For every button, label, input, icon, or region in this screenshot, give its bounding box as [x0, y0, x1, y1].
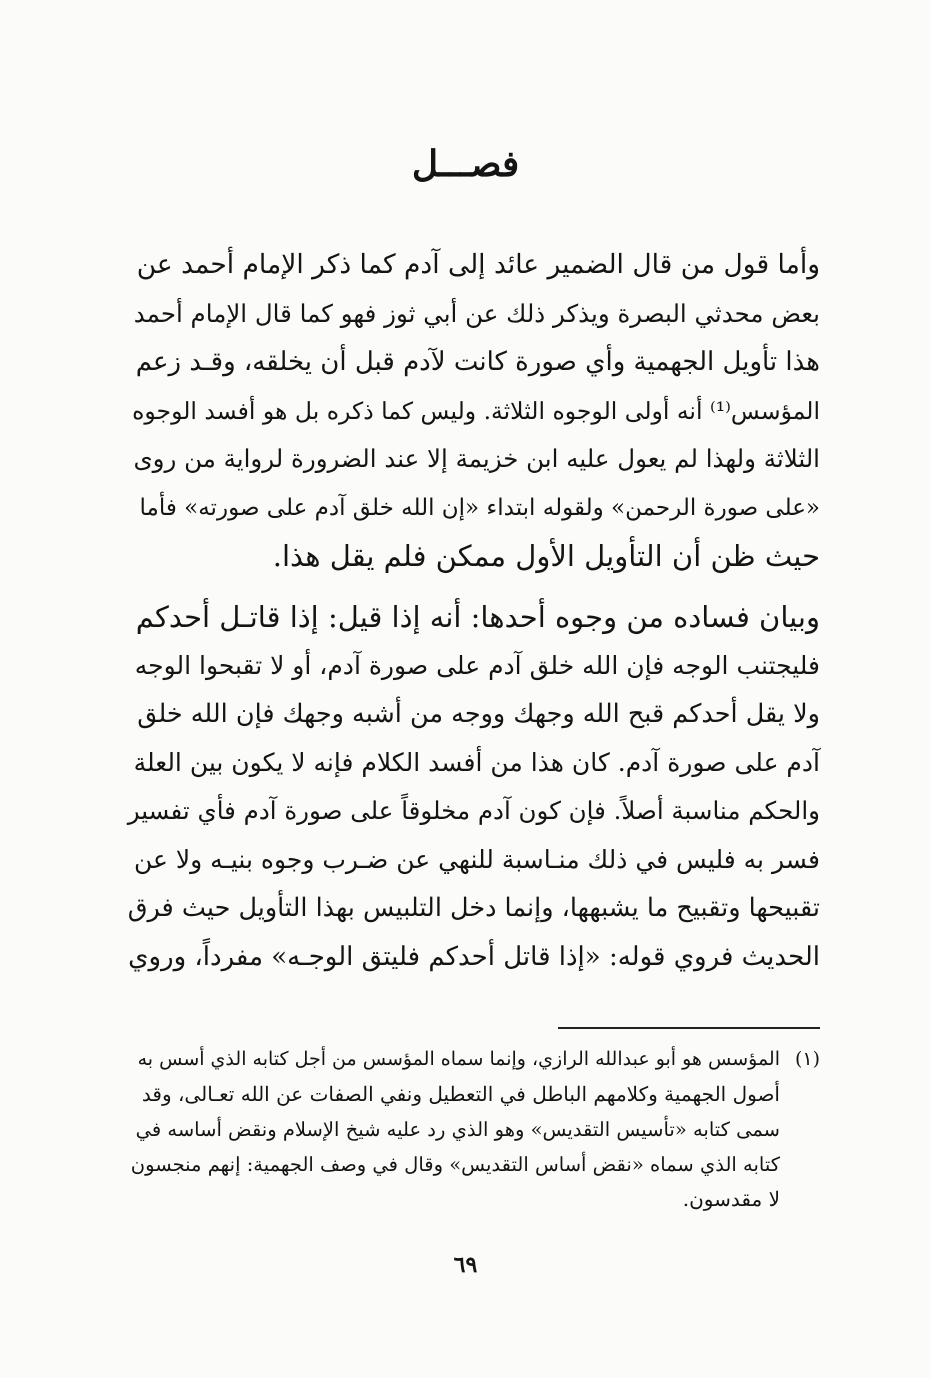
footnote-line: سمى كتابه «تأسيس التقديس» وهو الذي رد عليه شيخ الإسلام ونقض أساسه في — [135, 1118, 780, 1141]
text-line: فسر به فليس في ذلك منـاسبة للنهي عن ضـرب وجوه بنيـه ولا عن — [133, 844, 820, 874]
footnote-line — [128, 1042, 820, 1077]
section-heading: فصـــل — [411, 143, 520, 185]
text-line: هذا تأويل الجهمية وأي صورة كانت لآدم قبل أن يخلقه، وقـد زعم — [135, 347, 820, 377]
text-line: الثلاثة ولهذا لم يعول عليه ابن خزيمة إلا عند الضرورة لرواية من روى — [133, 444, 820, 473]
text-line: بعض محدثي البصرة ويذكر ذلك عن أبي ثوز فهو كما قال الإمام أحمد — [133, 298, 820, 328]
text-line: حيث ظن أن التأويل الأول ممكن فلم يقل هذا. — [272, 539, 820, 573]
footnote-text: المؤسس هو أبو عبدالله الرازي، وإنما سماه المؤسس من أجل كتابه الذي أسس به — [137, 1048, 780, 1070]
page-number: ٦٩ — [453, 1252, 478, 1278]
text-line: وبيان فساده من وجوه أحدها: أنه إذا قيل: إذا قاتـل أحدكم — [135, 600, 820, 634]
text-line: المؤسس⁽¹⁾ أنه أولى الوجوه الثلاثة. وليس كما ذكره بل هو أفسد الوجوه — [132, 396, 820, 425]
text-line: والحكم مناسبة أصلاً. فإن كون آدم مخلوقاً على صورة آدم فأي تفسير — [127, 796, 820, 825]
text-line: آدم على صورة آدم. كان هذا من أفسد الكلام فإنه لا يكون بين العلة — [133, 747, 820, 777]
text-line: تقبيحها وتقبيح ما يشبهها، وإنما دخل التلبيس بهذا التأويل حيث فرق — [127, 893, 820, 923]
paragraph-2 — [128, 593, 820, 981]
text-line: وأما قول من قال الضمير عائد إلى آدم كما ذكر الإمام أحمد عن — [136, 249, 820, 280]
text-line: ولا يقل أحدكم قبح الله وجهك ووجه من أشبه وجهك فإن الله خلق — [137, 699, 820, 729]
paragraph-1 — [128, 241, 820, 581]
footnote-line: كتابه الذي سماه «نقض أساس التقديس» وقال في وصف الجهمية: إنهم منجسون — [130, 1153, 780, 1176]
text-line: «على صورة الرحمن» ولقوله ابتداء «إن الله خلق آدم على صورته» فأما — [139, 494, 820, 521]
footnote-separator — [558, 1027, 820, 1029]
footnote-line: أصول الجهمية وكلامهم الباطل في التعطيل ونفي الصفات عن الله تعـالى، وقد — [141, 1082, 780, 1106]
footnote — [128, 1042, 820, 1217]
text-line: الحديث فروي قوله: «إذا قاتل أحدكم فليتق الوجـه» مفرداً، وروي — [128, 941, 820, 972]
footnote-line: لا مقدسون. — [682, 1187, 780, 1211]
text-line: فليجتنب الوجه فإن الله خلق آدم على صورة آدم، أو لا تقبحوا الوجه — [134, 650, 820, 680]
footnote-number: (١) — [794, 1048, 820, 1070]
